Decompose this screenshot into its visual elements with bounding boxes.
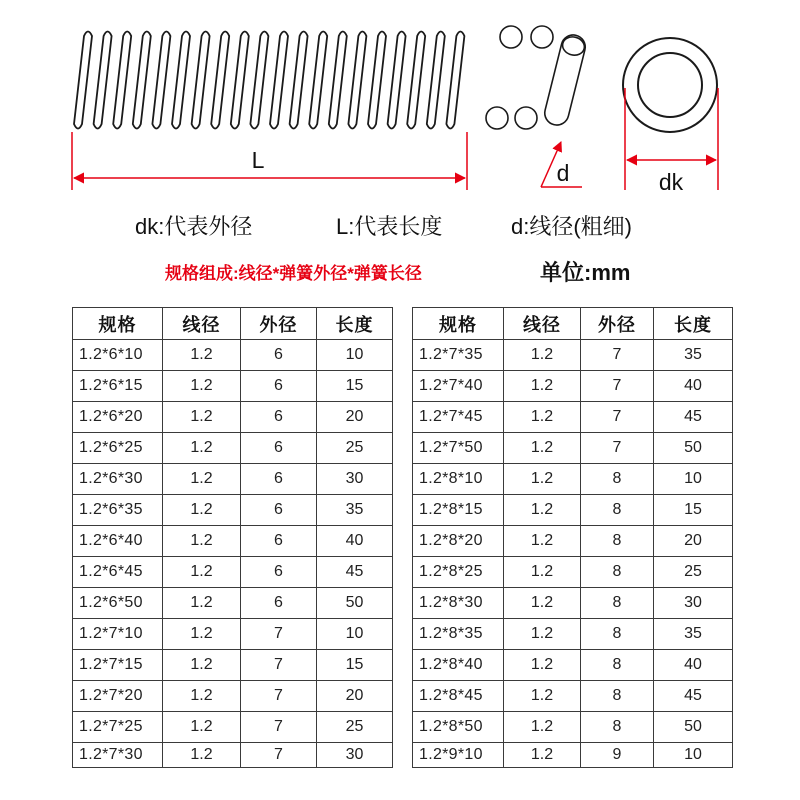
table-row <box>73 495 393 526</box>
spring-coil <box>74 32 92 129</box>
spec-cell: 1.2*6*10 <box>73 340 163 371</box>
wire-diameter-cell: 1.2 <box>504 650 581 681</box>
wire-rod <box>542 32 588 127</box>
table-row <box>73 712 393 743</box>
length-label: L <box>251 147 265 173</box>
spec-cell: 1.2*6*50 <box>73 588 163 619</box>
spec-cell: 1.2*6*20 <box>73 402 163 433</box>
wire-diameter-label: d <box>556 160 570 186</box>
spring-coil <box>172 32 190 129</box>
spring-end-view <box>623 38 717 132</box>
column-header: 外径 <box>241 308 317 340</box>
length-cell: 35 <box>654 340 733 371</box>
wire-diameter-cell: 1.2 <box>163 743 241 768</box>
table-row <box>413 557 733 588</box>
table-header-row <box>413 308 733 340</box>
length-cell: 25 <box>317 433 393 464</box>
spring-coil <box>152 32 170 129</box>
spec-cell: 1.2*7*10 <box>73 619 163 650</box>
legend-outer-diameter: dk:代表外径 <box>135 214 253 239</box>
spring-coil <box>133 32 151 129</box>
length-cell: 40 <box>654 650 733 681</box>
spec-cell: 1.2*7*35 <box>413 340 504 371</box>
outer-diameter-cell: 7 <box>241 712 317 743</box>
spec-cell: 1.2*7*20 <box>73 681 163 712</box>
spec-table-right <box>412 307 733 768</box>
outer-diameter-cell: 8 <box>581 526 654 557</box>
spring-coil <box>427 32 445 129</box>
table-row <box>73 743 393 768</box>
spec-cell: 1.2*7*30 <box>73 743 163 768</box>
spring-coil <box>94 32 112 129</box>
table-row <box>73 433 393 464</box>
wire-diameter-cell: 1.2 <box>504 371 581 402</box>
wire-cross-section <box>486 26 588 129</box>
length-cell: 45 <box>317 557 393 588</box>
wire-diameter-cell: 1.2 <box>504 588 581 619</box>
outer-diameter-cell: 8 <box>581 464 654 495</box>
spec-cell: 1.2*8*15 <box>413 495 504 526</box>
outer-diameter-cell: 6 <box>241 464 317 495</box>
table-row <box>413 681 733 712</box>
wire-diameter-cell: 1.2 <box>163 371 241 402</box>
length-cell: 50 <box>654 712 733 743</box>
legend-wire-diameter: d:线径(粗细) <box>511 214 633 239</box>
wire-diameter-cell: 1.2 <box>163 650 241 681</box>
column-header: 线径 <box>163 308 241 340</box>
spec-cell: 1.2*7*40 <box>413 371 504 402</box>
spring-coil <box>388 32 406 129</box>
length-cell: 10 <box>317 619 393 650</box>
length-cell: 40 <box>317 526 393 557</box>
wire-diameter-cell: 1.2 <box>504 340 581 371</box>
column-header: 线径 <box>504 308 581 340</box>
wire-diameter-cell: 1.2 <box>504 433 581 464</box>
table-row <box>413 464 733 495</box>
column-header: 长度 <box>317 308 393 340</box>
length-cell: 30 <box>317 464 393 495</box>
spec-cell: 1.2*8*25 <box>413 557 504 588</box>
spec-cell: 1.2*9*10 <box>413 743 504 768</box>
wire-diameter-cell: 1.2 <box>163 681 241 712</box>
table-header-row <box>73 308 393 340</box>
outer-diameter-cell: 8 <box>581 712 654 743</box>
length-cell: 15 <box>317 371 393 402</box>
table-row <box>73 619 393 650</box>
length-cell: 20 <box>317 681 393 712</box>
spring-coil <box>407 32 425 129</box>
spring-coil <box>250 32 268 129</box>
length-cell: 10 <box>654 743 733 768</box>
wire-diameter-cell: 1.2 <box>163 557 241 588</box>
spring-coil <box>348 32 366 129</box>
wire-diameter-cell: 1.2 <box>504 681 581 712</box>
wire-diameter-cell: 1.2 <box>504 619 581 650</box>
outer-diameter-cell: 7 <box>581 340 654 371</box>
spring-side-view <box>74 32 464 129</box>
spec-cell: 1.2*8*30 <box>413 588 504 619</box>
length-cell: 30 <box>654 588 733 619</box>
spec-cell: 1.2*7*15 <box>73 650 163 681</box>
outer-diameter-cell: 6 <box>241 495 317 526</box>
wire-diameter-cell: 1.2 <box>163 526 241 557</box>
length-cell: 45 <box>654 681 733 712</box>
outer-diameter-cell: 7 <box>241 650 317 681</box>
wire-diameter-cell: 1.2 <box>163 495 241 526</box>
wire-diameter-cell: 1.2 <box>504 712 581 743</box>
spec-cell: 1.2*7*50 <box>413 433 504 464</box>
outer-diameter-dimension <box>625 88 718 195</box>
table-row <box>73 681 393 712</box>
table-row <box>73 557 393 588</box>
spec-cell: 1.2*7*25 <box>73 712 163 743</box>
table-row <box>413 495 733 526</box>
table-row <box>73 650 393 681</box>
spring-coil <box>192 32 210 129</box>
outer-diameter-cell: 6 <box>241 340 317 371</box>
table-row <box>413 340 733 371</box>
wire-diameter-cell: 1.2 <box>163 712 241 743</box>
table-row <box>413 743 733 768</box>
wire-section-circle <box>500 26 522 48</box>
outer-diameter-cell: 8 <box>581 588 654 619</box>
column-header: 规格 <box>413 308 504 340</box>
spring-coil <box>290 32 308 129</box>
wire-diameter-cell: 1.2 <box>504 402 581 433</box>
length-cell: 50 <box>317 588 393 619</box>
length-cell: 10 <box>317 340 393 371</box>
length-dimension <box>72 132 467 190</box>
outer-diameter-label: dk <box>658 169 684 195</box>
wire-diameter-cell: 1.2 <box>504 495 581 526</box>
outer-diameter-cell: 6 <box>241 402 317 433</box>
table-row <box>413 650 733 681</box>
spec-cell: 1.2*6*40 <box>73 526 163 557</box>
outer-diameter-cell: 8 <box>581 495 654 526</box>
spec-cell: 1.2*8*45 <box>413 681 504 712</box>
length-cell: 35 <box>654 619 733 650</box>
outer-diameter-cell: 7 <box>581 433 654 464</box>
spec-table-left <box>72 307 393 768</box>
outer-diameter-cell: 7 <box>241 743 317 768</box>
wire-diameter-dimension <box>541 142 582 187</box>
outer-diameter-cell: 6 <box>241 557 317 588</box>
spring-coil <box>446 32 464 129</box>
unit-note: 单位:mm <box>540 260 631 285</box>
column-header: 规格 <box>73 308 163 340</box>
outer-diameter-cell: 7 <box>581 371 654 402</box>
length-cell: 20 <box>654 526 733 557</box>
length-cell: 10 <box>654 464 733 495</box>
spring-coil <box>329 32 347 129</box>
spec-cell: 1.2*6*35 <box>73 495 163 526</box>
spec-cell: 1.2*7*45 <box>413 402 504 433</box>
outer-diameter-cell: 8 <box>581 619 654 650</box>
spec-cell: 1.2*6*15 <box>73 371 163 402</box>
outer-diameter-cell: 8 <box>581 557 654 588</box>
length-cell: 50 <box>654 433 733 464</box>
length-cell: 25 <box>654 557 733 588</box>
legend-length: L:代表长度 <box>336 214 443 239</box>
spring-coil <box>113 32 131 129</box>
wire-diameter-cell: 1.2 <box>163 402 241 433</box>
wire-section-circle <box>515 107 537 129</box>
table-row <box>413 588 733 619</box>
spec-cell: 1.2*8*35 <box>413 619 504 650</box>
spring-coil <box>231 32 249 129</box>
spec-cell: 1.2*8*10 <box>413 464 504 495</box>
table-row <box>413 619 733 650</box>
length-cell: 45 <box>654 402 733 433</box>
spec-composition-note: 规格组成:线径*弹簧外径*弹簧长径 <box>165 264 422 283</box>
spring-coil <box>211 32 229 129</box>
spec-cell: 1.2*8*50 <box>413 712 504 743</box>
outer-diameter-cell: 6 <box>241 526 317 557</box>
table-row <box>73 402 393 433</box>
wire-section-circle <box>531 26 553 48</box>
table-row <box>413 712 733 743</box>
wire-diameter-cell: 1.2 <box>504 464 581 495</box>
column-header: 外径 <box>581 308 654 340</box>
table-row <box>413 433 733 464</box>
spec-cell: 1.2*8*20 <box>413 526 504 557</box>
wire-diameter-cell: 1.2 <box>504 557 581 588</box>
table-row <box>73 464 393 495</box>
length-cell: 15 <box>654 495 733 526</box>
outer-diameter-cell: 7 <box>581 402 654 433</box>
wire-diameter-cell: 1.2 <box>163 340 241 371</box>
spring-coil <box>270 32 288 129</box>
outer-diameter-cell: 8 <box>581 681 654 712</box>
spring-dimension-diagram <box>0 0 800 200</box>
wire-diameter-cell: 1.2 <box>504 526 581 557</box>
outer-diameter-cell: 6 <box>241 588 317 619</box>
table-row <box>73 340 393 371</box>
spec-cell: 1.2*6*30 <box>73 464 163 495</box>
length-cell: 35 <box>317 495 393 526</box>
table-row <box>413 526 733 557</box>
spec-cell: 1.2*8*40 <box>413 650 504 681</box>
length-cell: 25 <box>317 712 393 743</box>
wire-diameter-cell: 1.2 <box>504 743 581 768</box>
length-cell: 20 <box>317 402 393 433</box>
table-row <box>73 588 393 619</box>
spec-cell: 1.2*6*25 <box>73 433 163 464</box>
wire-section-circle <box>486 107 508 129</box>
spec-cell: 1.2*6*45 <box>73 557 163 588</box>
length-cell: 15 <box>317 650 393 681</box>
wire-diameter-cell: 1.2 <box>163 588 241 619</box>
outer-diameter-cell: 6 <box>241 371 317 402</box>
table-row <box>413 371 733 402</box>
table-row <box>73 371 393 402</box>
length-cell: 30 <box>317 743 393 768</box>
spring-coil <box>368 32 386 129</box>
outer-diameter-cell: 6 <box>241 433 317 464</box>
table-row <box>413 402 733 433</box>
length-cell: 40 <box>654 371 733 402</box>
table-row <box>73 526 393 557</box>
outer-diameter-cell: 9 <box>581 743 654 768</box>
spring-coil <box>309 32 327 129</box>
wire-diameter-cell: 1.2 <box>163 619 241 650</box>
outer-diameter-cell: 8 <box>581 650 654 681</box>
outer-diameter-cell: 7 <box>241 681 317 712</box>
outer-diameter-cell: 7 <box>241 619 317 650</box>
wire-diameter-cell: 1.2 <box>163 433 241 464</box>
ring-inner <box>638 53 702 117</box>
wire-diameter-cell: 1.2 <box>163 464 241 495</box>
column-header: 长度 <box>654 308 733 340</box>
